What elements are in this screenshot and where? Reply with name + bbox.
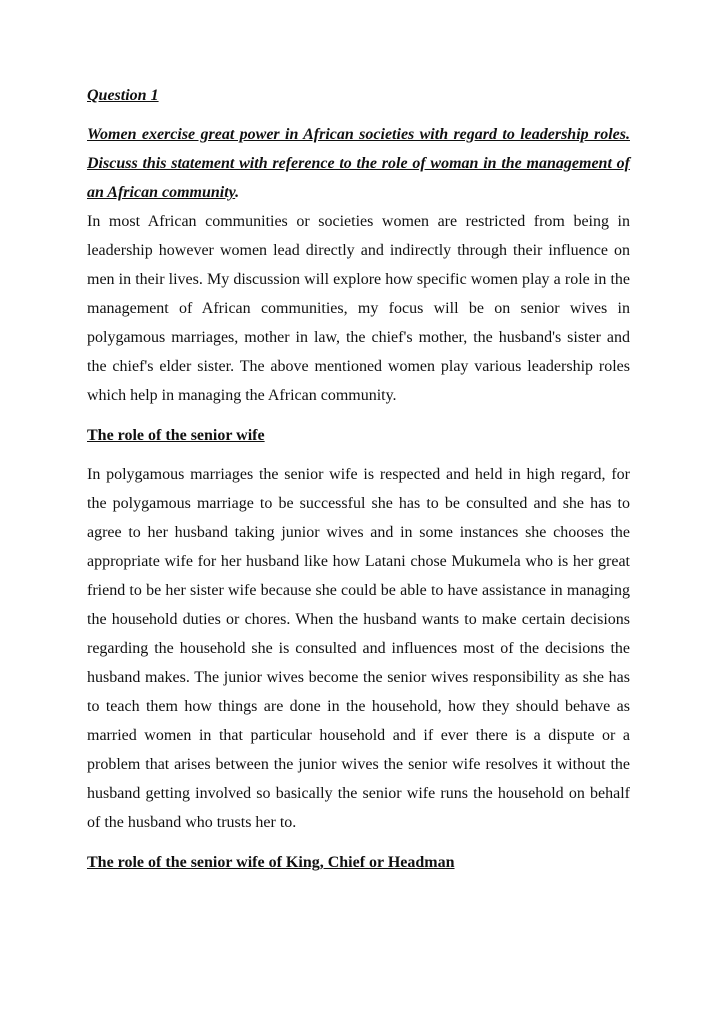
document-page <box>87 82 630 887</box>
section-heading-senior-wife: The role of the senior wife <box>87 427 265 444</box>
intro-paragraph: In most African communities or societies women are restricted from being in leadership however women lead directly and indirectly through their influence on men in their lives. My discussion will explore how specific women play a role in the management of African communities, my focus will be on senior wives in polygamous marriages, mother in law, the chief's mother, the husband's sister and the chief's elder sister. The above mentioned women play various leadership roles which help in managing the African community. <box>87 213 630 404</box>
section-heading-senior-wife-of-king: The role of the senior wife of King, Chief or Headman <box>87 854 455 871</box>
question-prompt <box>87 120 630 207</box>
question-prompt-end: . <box>235 184 240 201</box>
senior-wife-paragraph: In polygamous marriages the senior wife is respected and held in high regard, for the polygamous marriage to be successful she has to be consulted and she has to agree to her husband taking junior wives and in some instances she chooses the appropriate wife for her husband like how Latani chose Mukumela who is her great friend to be her sister wife because she could be able to have assistance in managing the household duties or chores. When the husband wants to make certain decisions regarding the household she is consulted and influences most of the decisions the husband makes. The junior wives become the senior wives responsibility as she has to teach them how things are done in the household, how they should behave as married women in that particular household and if ever there is a dispute or a problem that arises between the junior wives the senior wife resolves it without the husband getting involved so basically the senior wife runs the household on behalf of the husband who trusts her to. <box>87 466 630 831</box>
question-title: Question 1 <box>87 87 159 104</box>
question-prompt-text: Women exercise great power in African societies with regard to leadership roles. Discuss this statement with reference to the role of woman in the management of an African community <box>87 126 630 201</box>
